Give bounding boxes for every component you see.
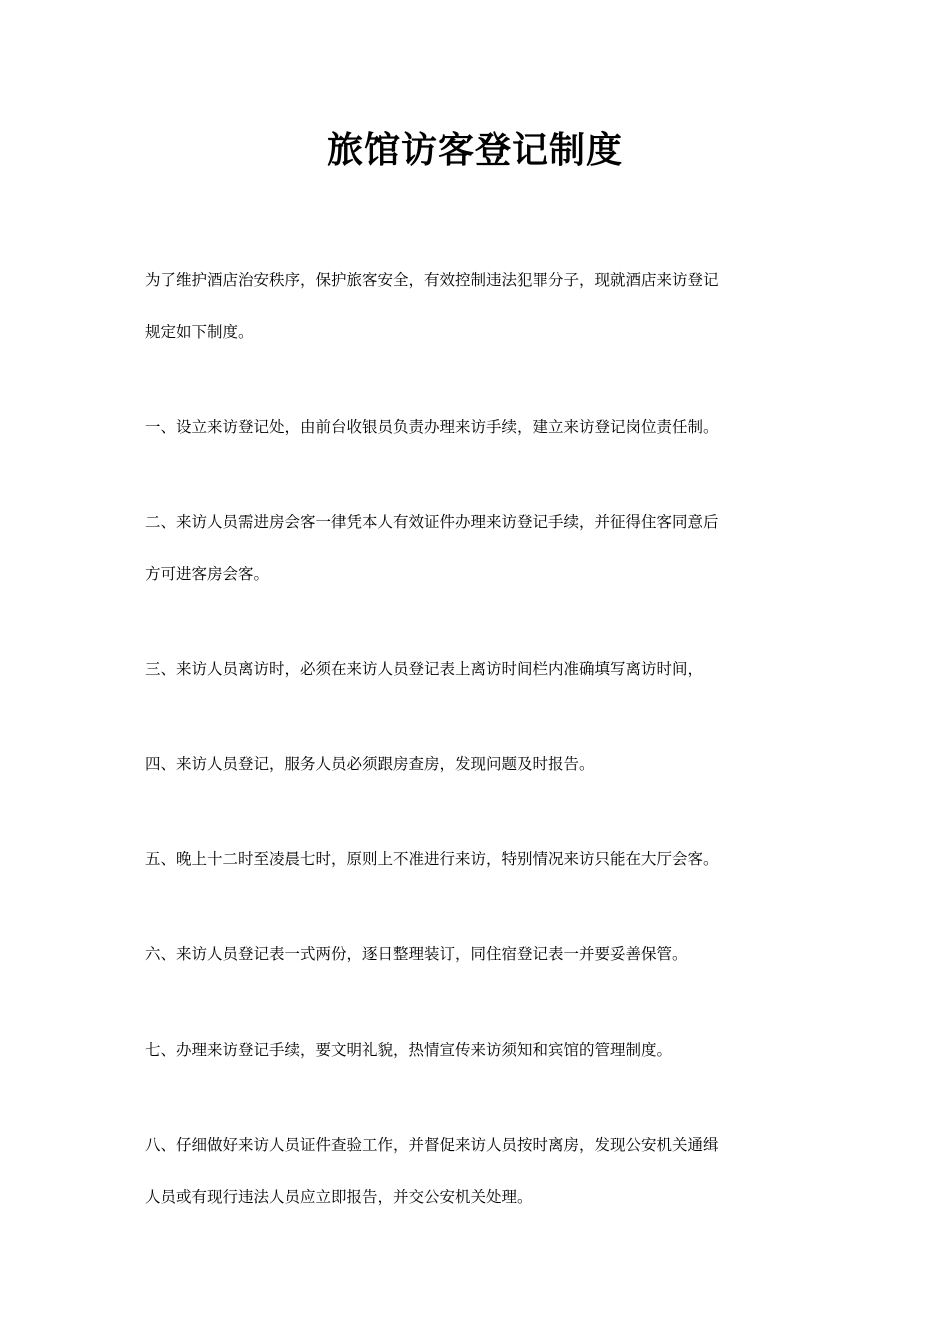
paragraph-rule-3: 三、来访人员离访时，必须在来访人员登记表上离访时间栏内准确填写离访时间， (145, 660, 704, 678)
paragraph-rule-4: 四、来访人员登记，服务人员必须跟房查房，发现问题及时报告。 (145, 755, 595, 773)
paragraph-intro-line-1: 为了维护酒店治安秩序，保护旅客安全，有效控制违法犯罪分子，现就酒店来访登记 (145, 271, 719, 289)
paragraph-rule-2-line-1: 二、来访人员需进房会客一律凭本人有效证件办理来访登记手续，并征得住客同意后 (145, 513, 719, 531)
document-title: 旅馆访客登记制度 (326, 129, 623, 171)
paragraph-rule-5: 五、晚上十二时至凌晨七时，原则上不准进行来访，特别情况来访只能在大厅会客。 (145, 850, 719, 868)
paragraph-rule-6: 六、来访人员登记表一式两份，逐日整理装订，同住宿登记表一并要妥善保管。 (145, 945, 688, 963)
paragraph-rule-1: 一、设立来访登记处，由前台收银员负责办理来访手续，建立来访登记岗位责任制。 (145, 418, 719, 436)
paragraph-rule-7: 七、办理来访登记手续，要文明礼貌，热情宣传来访须知和宾馆的管理制度。 (145, 1041, 673, 1059)
paragraph-rule-2-line-2: 方可进客房会客。 (145, 565, 270, 583)
paragraph-rule-8-line-2: 人员或有现行违法人员应立即报告，并交公安机关处理。 (145, 1188, 533, 1206)
paragraph-intro-line-2: 规定如下制度。 (145, 323, 254, 341)
paragraph-rule-8-line-1: 八、仔细做好来访人员证件查验工作，并督促来访人员按时离房，发现公安机关通缉 (145, 1136, 719, 1154)
